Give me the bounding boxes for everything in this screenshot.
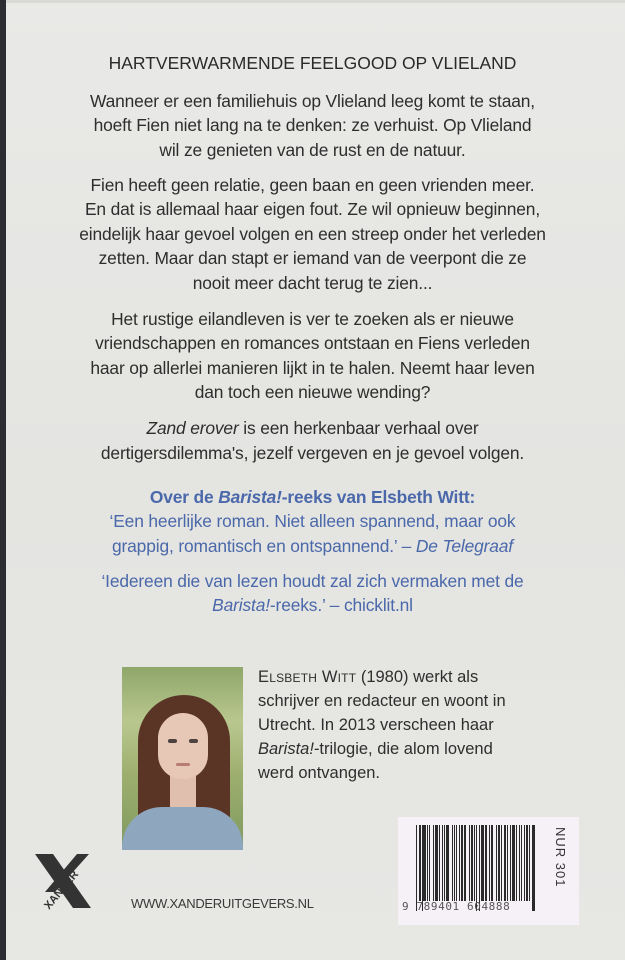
author-name: Elsbeth Witt bbox=[258, 668, 357, 686]
author-bio-line bbox=[258, 665, 598, 689]
series-name: Barista! bbox=[218, 487, 282, 507]
series-heading-text: Over de bbox=[149, 487, 219, 507]
svg-text:XANDER: XANDER bbox=[42, 868, 82, 912]
photo-mouth bbox=[176, 763, 190, 766]
review-quote-1-line bbox=[0, 534, 625, 558]
book-title: Zand erover bbox=[146, 418, 239, 438]
photo-neck bbox=[170, 775, 196, 811]
author-photo bbox=[122, 667, 243, 850]
paragraph3-line: haar op allerlei manieren lijkt in te halen. Neemt haar leven bbox=[90, 358, 535, 378]
author-bio-line: werd ontvangen. bbox=[258, 764, 381, 782]
paragraph2-line: zetten. Maar dan stapt er iemand van de veerpont die ze bbox=[98, 248, 527, 268]
cover-top-edge bbox=[6, 0, 625, 3]
paragraph2-line: Fien heeft geen relatie, geen baan en geen vrienden meer. bbox=[90, 175, 535, 195]
photo-shirt bbox=[122, 807, 243, 850]
paragraph4-line bbox=[0, 416, 625, 440]
author-bio-line: Utrecht. In 2013 verscheen haar bbox=[258, 716, 494, 734]
review-quote-1-line: ‘Een heerlijke roman. Niet alleen spannend, maar ook bbox=[109, 511, 516, 531]
paragraph1-line: wil ze genieten van de rust en de natuur. bbox=[159, 140, 466, 160]
nur-code: NUR 301 bbox=[553, 827, 568, 888]
photo-eye bbox=[189, 739, 198, 743]
series-heading-text: -reeks van Elsbeth Witt: bbox=[281, 487, 476, 507]
paragraph4-line: dertigersdilemma's, jezelf vergeven en je gevoel volgen. bbox=[100, 443, 525, 463]
series-name: Barista! bbox=[212, 595, 270, 615]
bio-text: (1980) werkt als bbox=[356, 668, 479, 686]
paragraph3-line: Het rustige eilandleven is ver te zoeken als er nieuwe bbox=[111, 309, 514, 329]
paragraph3-line: dan toch een nieuwe wending? bbox=[194, 382, 431, 402]
review-quote-2-line: ‘Iedereen die van lezen houdt zal zich vermaken met de bbox=[101, 571, 524, 591]
paragraph2-line: eindelijk haar gevoel volgen en een streep onder het verleden bbox=[79, 224, 546, 244]
paragraph1-line: Wanneer er een familiehuis op Vlieland leeg komt te staan, bbox=[89, 91, 535, 111]
review-source: De Telegraaf bbox=[415, 536, 513, 556]
review-quote-text: grappig, romantisch en ontspannend.’ – bbox=[112, 536, 416, 556]
isbn-number: 9 789401 604888 bbox=[402, 900, 511, 913]
publisher-url: WWW.XANDERUITGEVERS.NL bbox=[131, 896, 314, 911]
paragraph4-text: is een herkenbaar verhaal over bbox=[238, 418, 479, 438]
xander-logo-icon bbox=[33, 850, 93, 912]
paragraph2-line: nooit meer dacht terug te zien... bbox=[192, 273, 433, 293]
bio-text: -trilogie, die alom lovend bbox=[313, 740, 493, 758]
author-bio-line: schrijver en redacteur en woont in bbox=[258, 692, 506, 710]
review-quote-2-line bbox=[0, 593, 625, 617]
paragraph2-line: En dat is allemaal haar eigen fout. Ze wil opnieuw beginnen, bbox=[84, 199, 541, 219]
photo-eye bbox=[168, 739, 177, 743]
photo-face bbox=[158, 713, 208, 779]
review-quote-text: -reeks.’ – chicklit.nl bbox=[269, 595, 413, 615]
barcode-label bbox=[398, 817, 579, 925]
series-name: Barista! bbox=[258, 740, 314, 758]
series-heading bbox=[0, 485, 625, 509]
barcode-icon bbox=[416, 825, 536, 907]
author-bio-line bbox=[258, 737, 598, 761]
cover-heading: HARTVERWARMENDE FEELGOOD OP VLIELAND bbox=[108, 53, 517, 73]
paragraph3-line: vriendschappen en romances ontstaan en Fiens verleden bbox=[95, 333, 530, 353]
paragraph1-line: hoeft Fien niet lang na te denken: ze verhuist. Op Vlieland bbox=[93, 115, 532, 135]
